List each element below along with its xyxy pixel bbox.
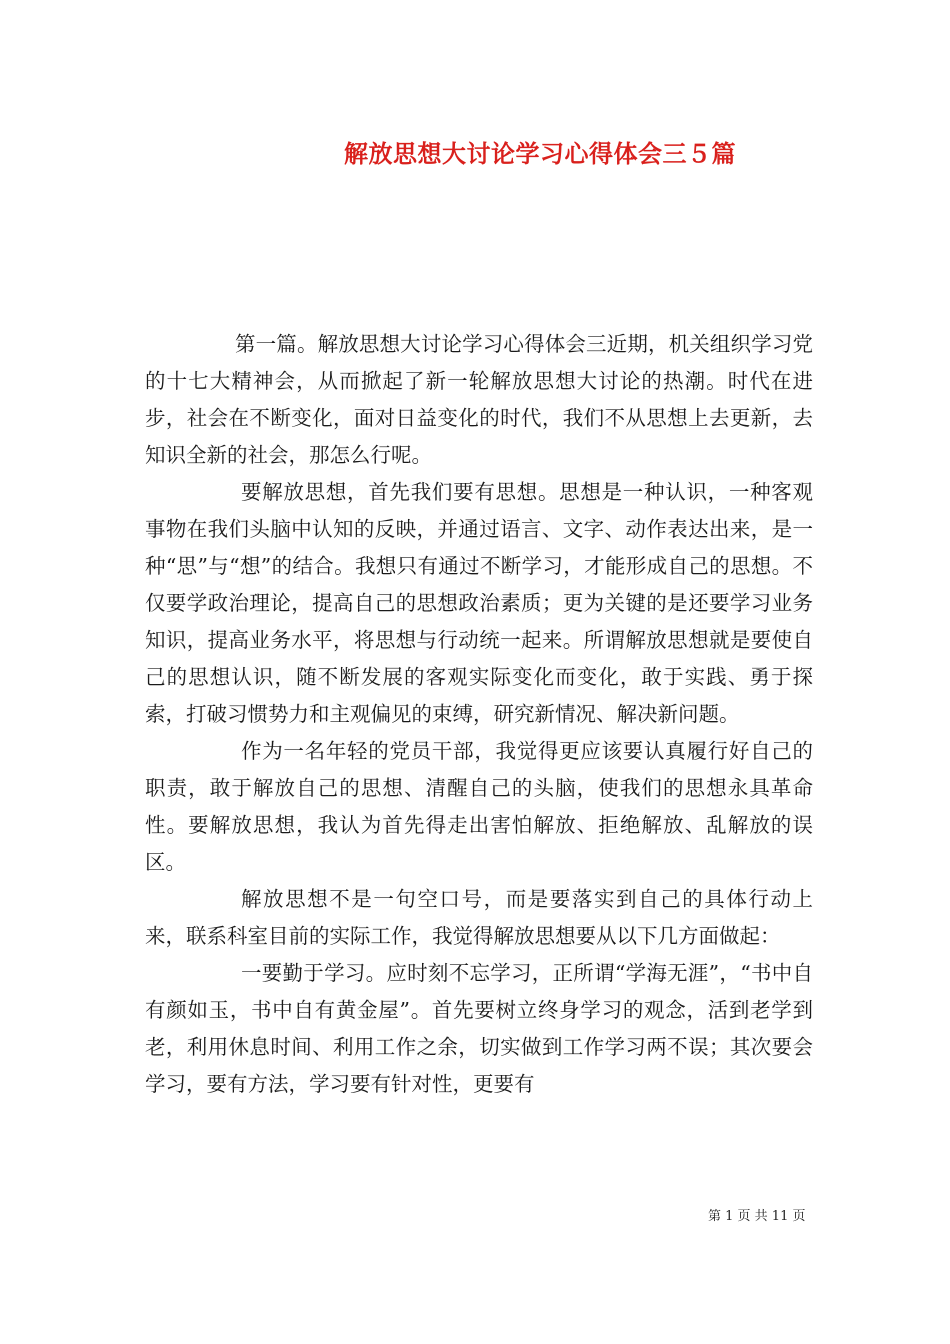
- paragraph-5: 一要勤于学习。应时刻不忘学习，正所谓“学海无涯”，“书中自有颜如玉，书中自有黄金屋”。首先要树立终身学习的观念，活到老学到老，利用休息时间、利用工作之余，切实做到工作学习两不误；其次要会学习，要有方法，学习要有针对性，更要有: [145, 961, 813, 1096]
- document-body: [145, 326, 813, 1103]
- paragraph-2: 要解放思想，首先我们要有思想。思想是一种认识，一种客观事物在我们头脑中认知的反映，并通过语言、文字、动作表达出来，是一种“思”与“想”的结合。我想只有通过不断学习，才能形成自己的思想。不仅要学政治理论，提高自己的思想政治素质；更为关键的是还要学习业务知识，提高业务水平，将思想与行动统一起来。所谓解放思想就是要使自己的思想认识，随不断发展的客观实际变化而变化，敢于实践、勇于探索，打破习惯势力和主观偏见的束缚，研究新情况、解决新问题。: [145, 480, 813, 726]
- paragraph-3: 作为一名年轻的党员干部，我觉得更应该要认真履行好自己的职责，敢于解放自己的思想、清醒自己的头脑，使我们的思想永具革命性。要解放思想，我认为首先得走出害怕解放、拒绝解放、乱解放的误区。: [145, 739, 813, 874]
- page-number-footer: 第 1 页 共 11 页: [708, 1209, 806, 1224]
- document-title: 解放思想大讨论学习心得体会三５篇: [344, 139, 736, 168]
- paragraph-1: 第一篇。解放思想大讨论学习心得体会三近期，机关组织学习党的十七大精神会，从而掀起了新一轮解放思想大讨论的热潮。时代在进步，社会在不断变化，面对日益变化的时代，我们不从思想上去更新，去知识全新的社会，那怎么行呢。: [145, 332, 813, 467]
- paragraph-4: 解放思想不是一句空口号，而是要落实到自己的具体行动上来，联系科室目前的实际工作，我觉得解放思想要从以下几方面做起：: [145, 887, 813, 948]
